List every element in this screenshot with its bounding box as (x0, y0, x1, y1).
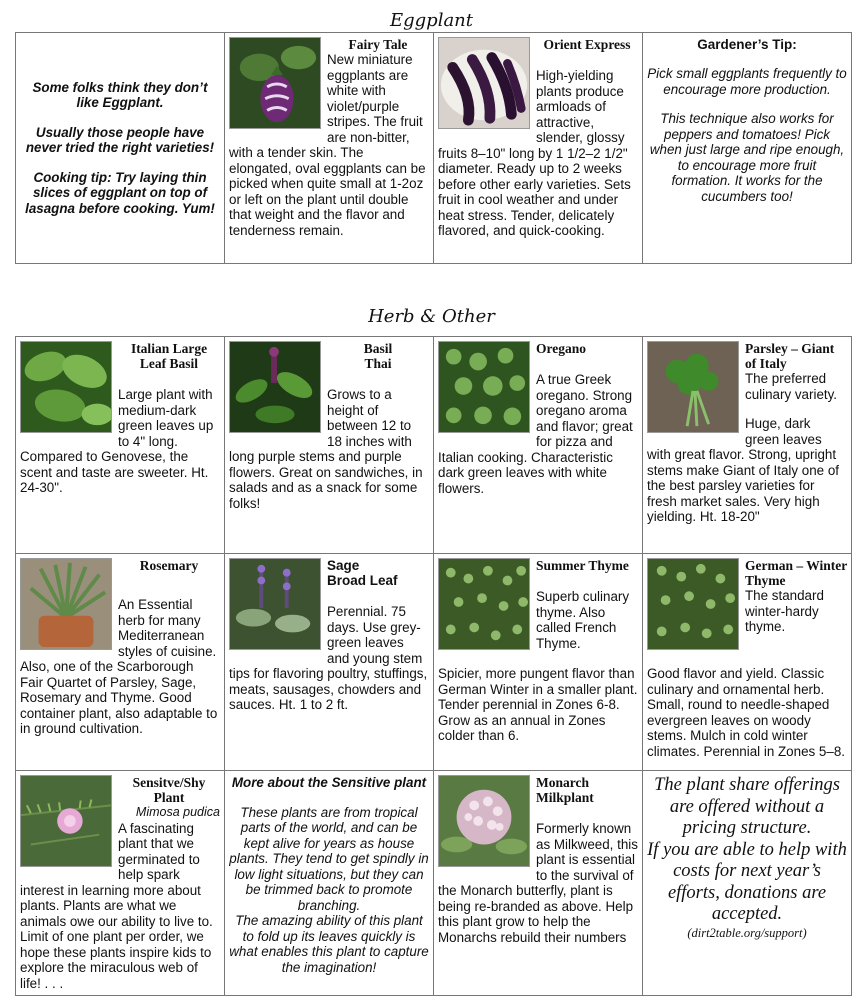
plant-share-p2: If you are able to help with costs for next year’s efforts, donations are accepted. (647, 839, 847, 924)
fairy-tale-cell (225, 33, 434, 264)
italian-basil-cell (16, 337, 225, 554)
parsley-photo (647, 341, 739, 433)
german-thyme-desc-2: Good flavor and yield. Classic culinary and ornamental herb. Small, round to needle-shaped evergreen leaves on woody stems. Mulch in cold winter climates. Perennial in Zones 5–8. (647, 666, 845, 759)
gardener-tip-title: Gardener’s Tip: (697, 37, 797, 52)
german-thyme-desc-1: The standard winter-hardy thyme. (745, 588, 824, 634)
plant-share-p1: The plant share offerings are offered without a pricing structure. (654, 775, 840, 838)
sensitive-plant-cell (16, 771, 225, 996)
milkweed-photo (438, 775, 530, 867)
summer-thyme-desc-1: Superb culinary thyme. Also called French Thyme. (536, 589, 630, 651)
thai-basil-cell (225, 337, 434, 554)
milkweed-desc: Formerly known as Milkweed, this plant is essential to the survival of the Monarch butterfly, plant is being re-branded as above. Help this plant grow to help the Monarchs rebuild their numbers (438, 821, 638, 945)
sensitive-plant-latin: Mimosa pudica (135, 805, 220, 819)
summer-thyme-name: Summer Thyme (536, 558, 629, 573)
thai-basil-name-1: Basil (363, 341, 393, 356)
orient-express-cell (434, 33, 643, 264)
thai-basil-photo (229, 341, 321, 433)
oregano-name: Oregano (536, 341, 586, 356)
sensitive-plant-desc: A fascinating plant that we germinated to help spark interest in learning more about plants. Plants are what we animals owe our ability to live to. Limit of one plant per order, we hope these plants inspire kids to explore the miraculous web of life! . . . (20, 820, 213, 991)
oregano-desc: A true Greek oregano. Strong oregano aroma and flavor; great for pizza and Italian cooking. Characteristic dark green leaves with white flowers. (438, 372, 633, 496)
sage-desc: Perennial. 75 days. Use grey-green leaves and young stem tips for flavoring poultry, stuffings, meats, sausages, chowders and sauces. Ht. 1 to 2 ft. (229, 604, 428, 712)
more-sensitive-cell (225, 771, 434, 996)
italian-basil-photo (20, 341, 112, 433)
more-sensitive-p1: These plants are from tropical parts of the world, and can be kept alive for years as house plants. They tend to get spindly in low light situations, but they can be trimmed back to promote branching. (229, 804, 429, 913)
plant-share-url: (dirt2table.org/support) (687, 925, 807, 940)
thai-basil-name-2: Thai (364, 356, 392, 371)
rosemary-name: Rosemary (139, 558, 199, 573)
herb-section-title: Herb & Other (368, 306, 495, 327)
milkweed-name: Monarch Milkplant (536, 775, 594, 805)
german-thyme-name: German – Winter Thyme (745, 558, 847, 588)
gardener-tip-cell (643, 33, 852, 264)
italian-basil-desc: Large plant with medium-dark green leaves up to 4" long. Compared to Genovese, the scent and taste are sweeter. Ht. 24-30". (20, 387, 214, 495)
italian-basil-name: Italian Large Leaf Basil (130, 341, 208, 371)
eggplant-intro-cell (16, 33, 225, 264)
parsley-desc-2: Huge, dark green leaves with great flavor. Strong, upright stems make Giant of Italy one of the best parsley varieties for fresh market sales. Very high yielding. Ht. 18-20" (647, 416, 840, 524)
intro-line-1: Some folks think they don’t like Eggplant. (32, 79, 208, 111)
summer-thyme-desc-2: Spicier, more pungent flavor than German Winter in a smaller plant. Tender perennial in Zones 6-8. Grow as an annual in Zones colder than 6. (438, 666, 638, 743)
fairy-tale-photo (229, 37, 321, 129)
parsley-cell (643, 337, 852, 554)
eggplant-section-title: Eggplant (389, 10, 474, 31)
german-thyme-photo (647, 558, 739, 650)
orient-express-photo (438, 37, 530, 129)
thai-basil-desc: Grows to a height of between 12 to 18 inches with long purple stems and purple flowers. Great on sandwiches, in salads and as a snack for some folks! (229, 387, 423, 511)
summer-thyme-photo (438, 558, 530, 650)
rosemary-cell (16, 554, 225, 771)
sage-name-2: Broad Leaf (327, 573, 398, 588)
gardener-tip-p2: This technique also works for peppers and tomatoes! Pick when just large and ripe enough, to encourage more fruit formation. It works for the cucumbers too! (649, 111, 845, 204)
orient-express-desc: High-yielding plants produce armloads of attractive, slender, glossy fruits 8–10" long by 1 1/2–2 1/2" diameter. Ready up to 2 weeks before other early varieties. Sets fruit in cool weather and under heat stress. Tender, delicately flavored, and quick-cooking. (438, 68, 631, 238)
fairy-tale-desc: New miniature eggplants are white with violet/purple stripes. The fruit are non-bitter, with a tender skin. The elongated, oval eggplants can be picked when quite small at 1-2oz or left on the plant until double that weight and the flavor and tenderness remain. (229, 52, 426, 238)
sensitive-plant-photo (20, 775, 112, 867)
intro-line-2: Usually those people have never tried the right varieties! (25, 124, 215, 156)
sage-name-1: Sage (327, 558, 360, 573)
sage-photo (229, 558, 321, 650)
german-thyme-cell (643, 554, 852, 771)
sensitive-plant-name: Sensitve/Shy Plant (132, 775, 206, 805)
eggplant-table (15, 32, 852, 264)
rosemary-photo (20, 558, 112, 650)
summer-thyme-cell (434, 554, 643, 771)
sage-cell (225, 554, 434, 771)
more-sensitive-p2: The amazing ability of this plant to fold up its leaves quickly is what enables this plant to capture the imagination! (229, 913, 429, 975)
herb-table (15, 336, 852, 996)
parsley-desc-1: The preferred culinary variety. (745, 371, 838, 402)
orient-express-name: Orient Express (543, 37, 631, 52)
oregano-cell (434, 337, 643, 554)
fairy-tale-name: Fairy Tale (348, 37, 408, 52)
rosemary-desc: An Essential herb for many Mediterranean styles of cuisine. Also, one of the Scarborough Fair Quartet of Parsley, Sage, Rosemary and Thyme. Good container plant, also adaptable to in ground cultivation. (20, 597, 218, 736)
parsley-name: Parsley – Giant of Italy (745, 341, 835, 371)
plant-share-cell (643, 771, 852, 996)
oregano-photo (438, 341, 530, 433)
milkweed-cell (434, 771, 643, 996)
intro-line-3: Cooking tip: Try laying thin slices of eggplant on top of lasagna before cooking. Yum! (25, 169, 215, 216)
gardener-tip-p1: Pick small eggplants frequently to encourage more production. (647, 66, 847, 97)
more-sensitive-title: More about the Sensitive plant (231, 775, 427, 790)
